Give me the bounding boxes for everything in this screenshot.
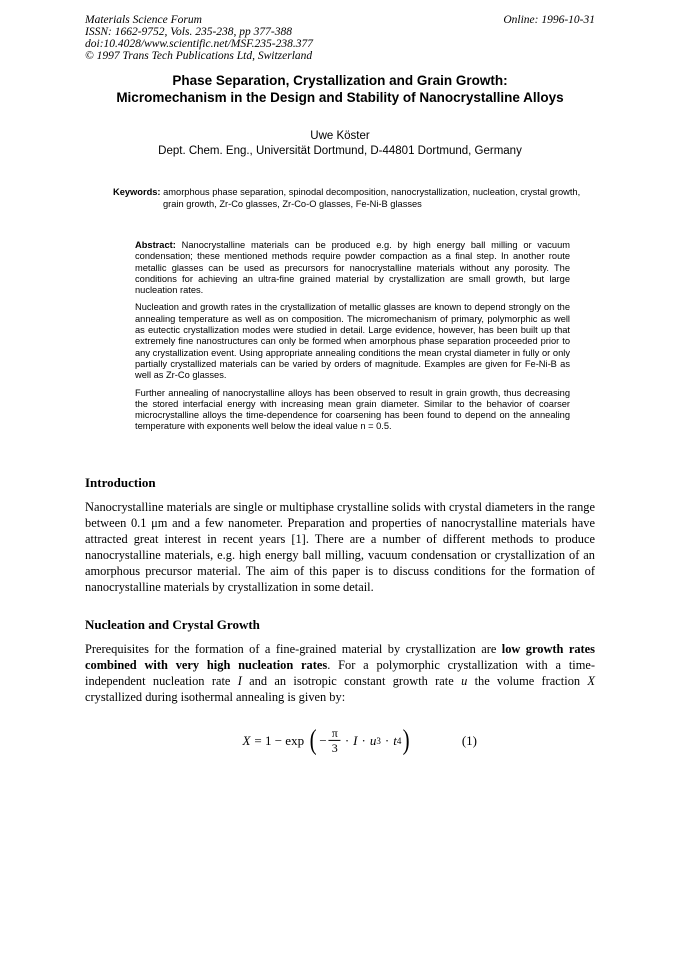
online-date: Online: 1996-10-31 — [503, 14, 595, 26]
equation-row — [85, 721, 595, 761]
equation-var-I: I — [353, 732, 358, 748]
section-heading-introduction: Introduction — [85, 474, 156, 490]
equation-var-t: t — [393, 732, 397, 748]
abstract-p1-text: Nanocrystalline materials can be produced e.g. by high energy ball milling or vacuum condensation; these mentioned methods require powder compaction as a final step. In another route metallic glasses can be used as precursors for nanocrystalline materials without any porosity. The conditions for achieving an ultra-fine grained material by crystallization are small growth, but large nucleation rates. — [135, 240, 570, 296]
variable-u: u — [461, 673, 468, 688]
fraction-denominator: 3 — [329, 740, 341, 755]
equation-operator: = 1 − exp — [254, 732, 305, 748]
abstract-paragraph-3: Further annealing of nanocrystalline alloys has been observed to result in grain growth, thus decreasing the stored interfacial energy with increasing mean grain diameter. Similar to the behavior of coarser microcrystalline alloys the time-dependence for coarsening has been found to depend on the annealing temperature with exponents well below the ideal value n = 0.5. — [135, 387, 570, 432]
affiliation: Dept. Chem. Eng., Universität Dortmund, D-44801 Dortmund, Germany — [158, 145, 522, 157]
abstract-paragraph-1 — [135, 240, 570, 296]
close-paren: ) — [402, 724, 410, 756]
paper-title-line1: Phase Separation, Crystallization and Grain Growth: — [172, 73, 508, 88]
nucleation-seg1: Prerequisites for the formation of a fine-grained material by crystallization are — [85, 641, 502, 656]
fraction-numerator: π — [331, 725, 338, 740]
paper-title-line2: Micromechanism in the Design and Stability of Nanocrystalline Alloys — [116, 90, 564, 105]
author-name: Uwe Köster — [310, 130, 370, 142]
section-heading-nucleation: Nucleation and Crystal Growth — [85, 616, 260, 632]
abstract-paragraph-2: Nucleation and growth rates in the crystallization of metallic glasses are known to depend strongly on the annealing temperature as well as on composition. The micromechanism of primary, polymorphic as well as eutectic crystallization modes were studied in detail. Large evidence, however, has been built up that extremely fine nanostructures can only be formed when amorphous phase separation proceeded prior to any crystallization event. Using appropriate annealing conditions the mean crystal diameter in fully or only partially crystallized materials can be varied by orders of magnitude. Examples are given for Fe-Ni-B as well as Zr-Co glasses. — [135, 302, 570, 381]
keywords-label: Keywords: — [113, 187, 161, 197]
equation-var-X: X — [242, 732, 251, 748]
issn-line: ISSN: 1662-9752, Vols. 235-238, pp 377-388 — [85, 26, 292, 38]
copyright-line: © 1997 Trans Tech Publications Ltd, Switzerland — [85, 50, 313, 62]
journal-header — [85, 14, 595, 62]
equation-minus: − — [319, 732, 327, 748]
paper-title — [85, 72, 595, 106]
variable-X: X — [587, 673, 595, 688]
introduction-paragraph: Nanocrystalline materials are single or multiphase crystalline solids with crystal diameters in the range between 0.1 μm and a few nanometer. Preparation and properties of nanocrystalline materials have attracted great interest in recent years [1]. There are a number of different methods to produce nanocrystalline materials, e.g. high energy ball milling, vacuum condensation or crystallization of an amorphous precursor material. The aim of this paper is to discuss conditions for the formation of nanocrystalline materials by crystallization in some detail. — [85, 499, 595, 594]
equation-number: (1) — [461, 732, 477, 748]
nucleation-seg4: the volume fraction — [467, 673, 588, 688]
fraction-pi-over-3 — [329, 727, 341, 755]
keywords-block — [113, 187, 585, 210]
equation-dot-1: · — [344, 732, 350, 748]
nucleation-seg5: crystallized during isothermal annealing is given by: — [85, 689, 346, 704]
journal-meta — [85, 14, 313, 62]
nucleation-seg3: and an isotropic constant growth rate — [241, 673, 462, 688]
open-paren: ( — [309, 724, 317, 756]
equation-dot-3: · — [384, 732, 390, 748]
abstract-block — [135, 240, 570, 433]
journal-title: Materials Science Forum — [85, 14, 202, 26]
variable-I: I — [237, 673, 242, 688]
abstract-label: Abstract: — [135, 240, 176, 250]
nucleation-paragraph — [85, 641, 595, 705]
equation-1: X = 1 − exp ( − $\frac{\pi}{3}$ · I · u 3 · t 4 ) — [242, 724, 410, 756]
keywords-text: amorphous phase separation, spinodal decomposition, nanocrystallization, nucleation, crystal growth, grain growth, Zr-Co glasses, Zr-Co-O glasses, Fe-Ni-B glasses — [163, 187, 581, 209]
equation-var-u: u — [369, 732, 377, 748]
nucleation-seg2: . For a polymorphic crystallization with a time-independent nucleation rate — [85, 657, 595, 688]
nucleation-bold-phrase: low growth rates combined with very high nucleation rates — [85, 641, 595, 672]
equation-dot-2: · — [361, 732, 366, 748]
doi-line: doi:10.4028/www.scientific.net/MSF.235-238.377 — [85, 38, 313, 50]
